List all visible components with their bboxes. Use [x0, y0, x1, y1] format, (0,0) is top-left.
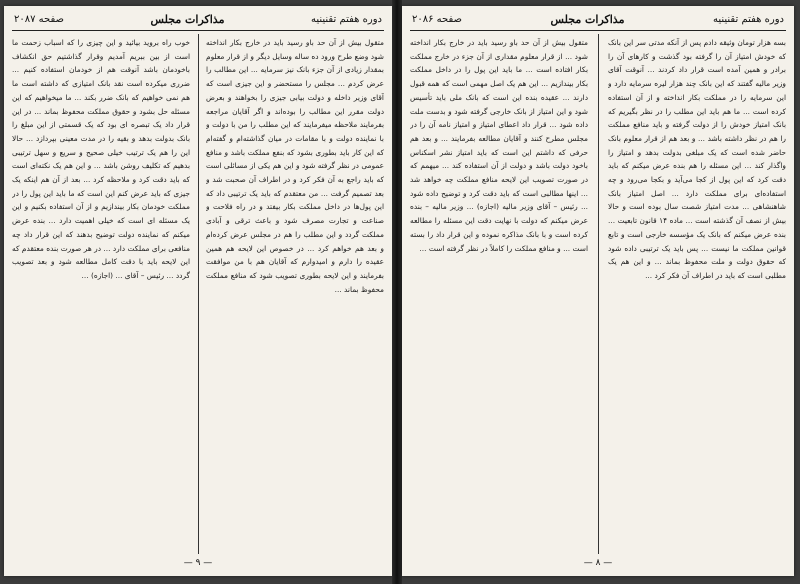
right-page-footer: — ۸ —	[583, 558, 613, 568]
right-page-header	[412, 10, 784, 28]
left-column-divider	[198, 34, 199, 554]
right-page-left-column: متقول بیش از آن حد باو رسید باید در خارج بکار انداخته شود ... از قرار معلوم مقداری از آن جزء در خارج مملکت بکار افتاده است ... ما باید این پول را در داخل مملکت بکار بیندازیم ... این هم یک اصل مهمی است که همه قبول دارند ... عقیده بنده این است که بانک ملی باید تأسیس شود و این امتیاز از بانک خارجی گرفته شود و بدست ملت داده شود ... قرار داد اعطای امتیاز و امتیاز نامه آن را در مجلس مطرح کنند و آقایان مطالعه بفرمایند ... و بعد هم حرفی که داشتم این است که باید امتیاز نشر اسکناس باخود دولت باشد و دولت از آن استفاده کند ... میهمم که در صورت تصویب این لایحه منافع مملکت چه خواهد شد ... اینها مطالبی است که باید دقت کرد و توضیح داده شود ... رئیس – آقای وزیر مالیه (اجازه) ... وزیر مالیه – بنده عرض میکنم که دولت با نهایت دقت این مسئله را مطالعه کرده است و با بانک مذاکره نموده و این قرار داد را بسته است ... و منافع مملکت را کاملاً در نظر گرفته است ...	[410, 38, 588, 253]
left-page	[4, 6, 392, 576]
book-gutter	[392, 0, 402, 584]
left-page-footer: — ۹ —	[183, 558, 213, 568]
left-header-page-number: صفحه ۲۰۸۷	[14, 13, 65, 25]
left-page-right-column: متقول بیش از آن حد باو رسید باید در خارج بکار انداخته شود وضع طرح ورود ده ساله وسایل دیگر و از قرار معلوم بمقدار زیادی از آن جزء بانک نیز سرمایه ... این مطالب را عرض کردم ... مجلس را مستحضر و این جیزی است که آقای وزیر داخله و دولت بیابی جیزی را بخواهند و بعرض دولت مقرر این مطالب را بوده‌اند و اگر آقایان مراجعه بفرمایند ملاحظه میفرمایند که این مطلب را من با دولت و با نماینده دولت و با مقامات در میان گذاشته‌ام و گفته‌ام که این کار باید بطوری بشود که بنفع مملکت باشد و منافع عمومی در نظر گرفته شود و این هم یکی از مسائلی است که باید راجع به آن فکر کرد و در اطراف آن صحبت شد و بعد تصمیم گرفت ... من معتقدم که باید یک ترتیبی داد که این پول‌ها در داخل مملکت بکار بیفتد و در راه فلاحت و صناعت و تجارت مصرف شود و باعث ترقی و آبادی مملکت گردد و این مطلب را هم در مجلس عرض کرده‌ام و بعد هم خواهم کرد ... در خصوص این لایحه هم همین عقیده را دارم و امیدوارم که آقایان هم با من موافقت بفرمایند و این لایحه بطوری تصویب شود که منافع مملکت محفوظ بماند ...	[206, 38, 384, 294]
left-page-left-column: خوب راه بروید بیائید و این چیزی را که اسباب زحمت ما است از بین ببریم آمدیم وقرار گذاشتیم حق انکشاف باخودمان باشد آنوقت هم از خودمان استفاده کنیم ... ضرری میکرده است نقد بانک امتیازی که داشته است ما هم نمی خواهیم که بانک ضرر بکند ... ما میخواهیم که این مسئله حل بشود و حقوق مملکت محفوظ بماند ... در این قرار داد یک تبصره ای بود که یک قسمتی از این مبلغ را بانک بدولت بدهد و بقیه را در مدت معینی بپردازد ... حالا این را هم یک ترتیب خیلی صحیح و سریع و سهل ترتیبی بدهیم که تکلیف روشن باشد ... و این هم یک نکته‌ای است که باید دقت کرد و ملاحظه کرد ... بعد از آن هم اینکه یک جیزی که باید عرض کنم این است که ما باید این پول را در مملکت خودمان بکار بیندازیم و از آن استفاده بکنیم و این یک مسئله ای است که خیلی اهمیت دارد ... بنده عرض میکنم که نماینده دولت توضیح بدهند که این قرار داد چه منافعی برای مملکت دارد ... در هر صورت بنده معتقدم که این لایحه باید با دقت کامل مطالعه شود و بعد تصویب گردد ... رئیس – آقای ... (اجازه) ...	[12, 38, 190, 280]
right-header-volume: دوره هفتم تقنینیه	[713, 13, 784, 25]
left-header-title: مذاکرات مجلس	[150, 12, 225, 26]
left-page-header	[14, 10, 382, 28]
left-header-volume: دوره هفتم تقنینیه	[311, 13, 382, 25]
right-page-right-column: بسه هزار تومان وثیقه دادم پس از آنکه مدتی سر این بانک که خودش امتیاز آن را گرفته بود گذشت و کارهای آن را برادر و همین آمده است قرار داد کردند ... آنوقت آقای وزیر مالیه گفتند که این بانک چند هزار لیره سرمایه دارد و این سرمایه را در مملکت بکار انداخته و از آن استفاده کرده است ... ما هم باید این مطلب را در نظر بگیریم که بانک امتیاز خودش را از دولت گرفته و باید منافع مملکت را هم در نظر داشته باشد ... و بعد هم از قرار معلوم بانک حاضر شده است که یک مبلغی بدولت بدهد و امتیاز را واگذار کند ... این مسئله را هم بنده عرض میکنم که باید دقت کرد که این پول از کجا می‌آید و بکجا می‌رود و چه استفاده‌ای برای مملکت دارد ... اصل امتیاز بانک شاهنشاهی ... مدت امتیاز شصت سال بوده است و حالا بیش از نصف آن گذشته است ... ماده ۱۴ قانون تابعیت ... بنده عرض میکنم که بانک یک مؤسسه خارجی است و تابع قوانین مملکت ما نیست ... پس باید یک ترتیبی داده شود که حقوق دولت و ملت محفوظ بماند ... و این هم یک مطلبی است که باید در اطراف آن فکر کرد ...	[608, 38, 786, 280]
left-header-rule	[12, 30, 384, 31]
right-header-rule	[410, 30, 786, 31]
right-column-divider	[598, 34, 599, 554]
right-header-page-number: صفحه ۲۰۸۶	[412, 13, 463, 25]
right-header-title: مذاکرات مجلس	[550, 12, 625, 26]
right-page	[402, 6, 794, 576]
